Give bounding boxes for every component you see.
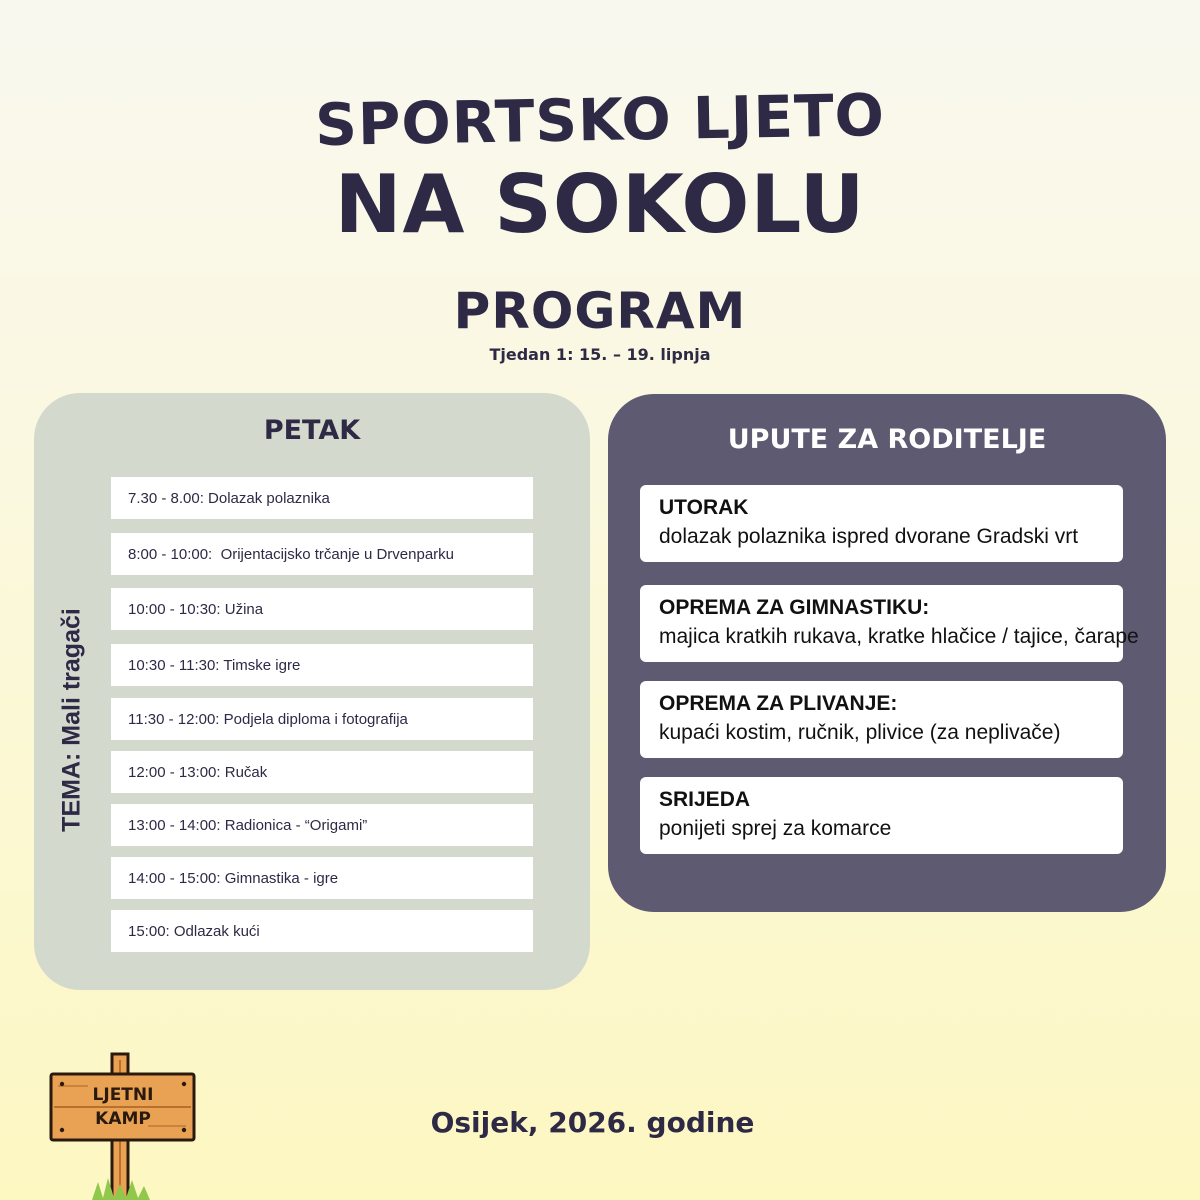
instruction-card — [640, 777, 1123, 854]
instruction-card — [640, 681, 1123, 758]
title-line-1: SPORTSKO LJETO — [314, 81, 886, 159]
sign-text-line-2: KAMP — [95, 1109, 151, 1129]
instruction-text: dolazak polaznika ispred dvorane Gradski vrt — [659, 525, 1079, 548]
instruction-heading: OPREMA ZA PLIVANJE: — [659, 692, 898, 715]
schedule-theme: TEMA: Mali tragači — [57, 608, 86, 832]
schedule-item: 14:00 - 15:00: Gimnastika - igre — [111, 857, 533, 899]
schedule-item: 8:00 - 10:00: Orijentacijsko trčanje u Drvenparku — [111, 533, 533, 575]
instruction-heading: UTORAK — [659, 496, 749, 519]
instruction-card — [640, 485, 1123, 562]
schedule-item: 13:00 - 14:00: Radionica - “Origami” — [111, 804, 533, 846]
schedule-item: 10:00 - 10:30: Užina — [111, 588, 533, 630]
schedule-item: 11:30 - 12:00: Podjela diploma i fotografija — [111, 698, 533, 740]
sign-text-line-1: LJETNI — [92, 1085, 154, 1105]
schedule-item: 10:30 - 11:30: Timske igre — [111, 644, 533, 686]
week-subtitle: Tjedan 1: 15. – 19. lipnja — [489, 345, 711, 364]
instruction-card — [640, 585, 1139, 662]
schedule-item: 15:00: Odlazak kući — [111, 910, 533, 952]
instruction-heading: SRIJEDA — [659, 788, 751, 811]
schedule-day-title: PETAK — [263, 415, 361, 446]
instruction-text: majica kratkih rukava, kratke hlačice / tajice, čarape — [659, 625, 1139, 648]
title-line-2: NA SOKOLU — [334, 158, 866, 251]
instruction-text: kupaći kostim, ručnik, plivice (za neplivače) — [659, 721, 1061, 744]
instructions-title: UPUTE ZA RODITELJE — [727, 424, 1047, 455]
program-heading: PROGRAM — [453, 282, 747, 340]
instruction-heading: OPREMA ZA GIMNASTIKU: — [659, 596, 930, 619]
footer-location-year: Osijek, 2026. godine — [430, 1106, 755, 1139]
instruction-text: ponijeti sprej za komarce — [659, 817, 892, 840]
schedule-item: 7.30 - 8.00: Dolazak polaznika — [111, 477, 533, 519]
schedule-item: 12:00 - 13:00: Ručak — [111, 751, 533, 793]
